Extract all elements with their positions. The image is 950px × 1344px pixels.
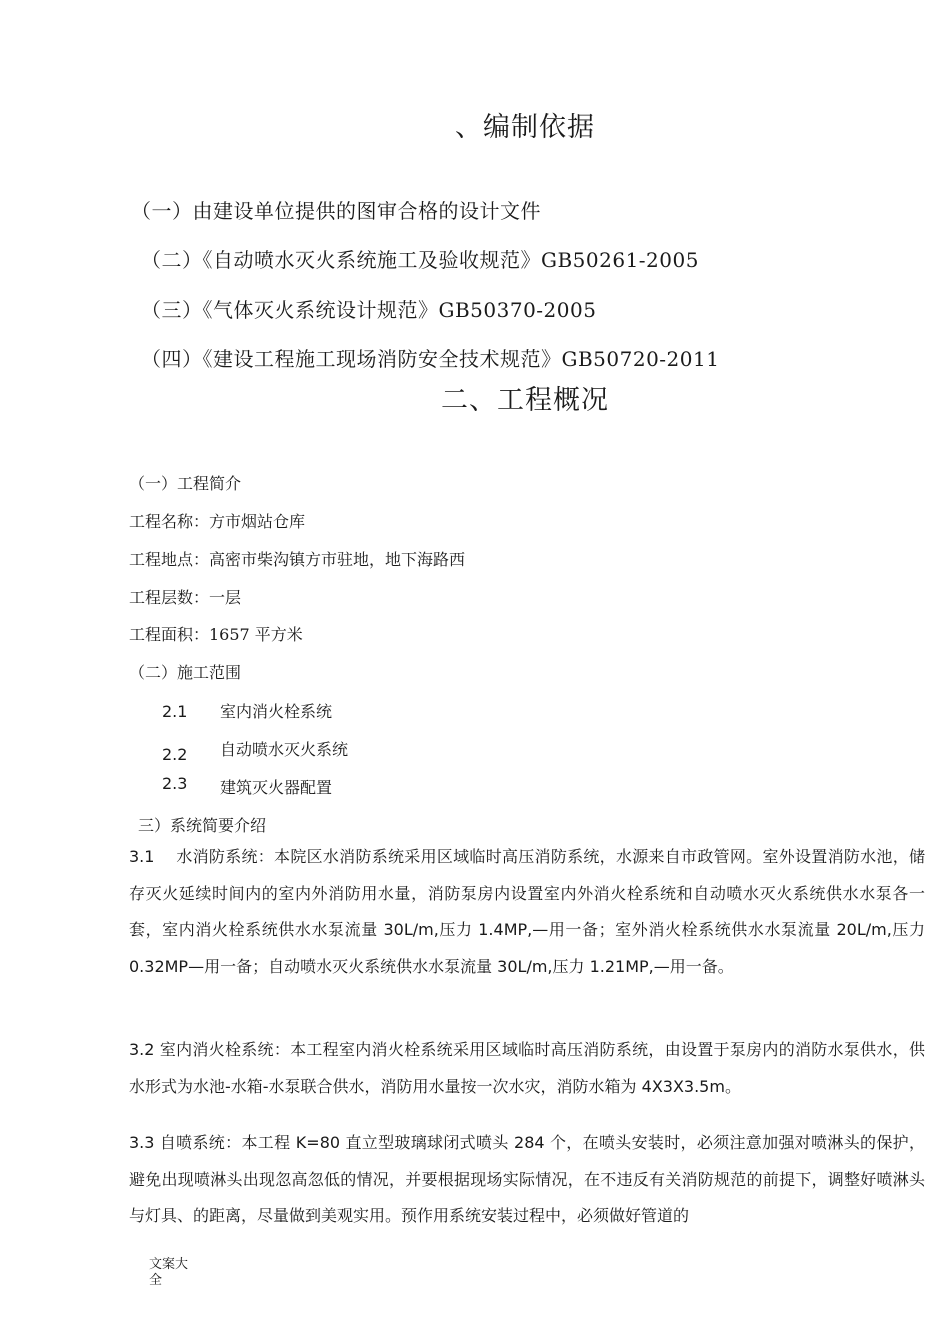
project-name: 工程名称：方市烟站仓库 [129,512,306,531]
scope-item-number: 2.2 [162,745,188,764]
scope-item-number: 2.1 [162,702,188,721]
section-1-title: （一）工程简介 [129,474,242,493]
scope-item-number: 2.3 [162,774,188,793]
reference-2: （二）《自动喷水灭火系统施工及验收规范》GB50261-2005 [141,248,699,272]
paragraph-3-1: 3.1 水消防系统：本院区水消防系统采用区域临时高压消防系统，水源来自市政管网。室外设置消防水池，储存灭火延续时间内的室内外消防用水量，消防泵房内设置室内外消火栓系统和自动喷水灭火系统供水水泵各一套，室内消火栓系统供水水泵流量 30L/m,压力 1.4MP,—用一备；室外消火栓系统供水水泵流量 20L/m,压力 0.32MP—用一备；自动喷水灭火系统供水水泵流量 30L/m,压力 1.21MP,—用一备。 [129,847,925,976]
scope-item-label: 建筑灭火器配置 [220,778,333,797]
reference-1: （一）由建设单位提供的图审合格的设计文件 [131,199,541,223]
paragraph-3-2: 3.2 室内消火栓系统：本工程室内消火栓系统采用区域临时高压消防系统，由设置于泵房内的消防水泵供水，供水形式为水池-水箱-水泵联合供水，消防用水量按一次水灾，消防水箱为 4X3X3.5m。 [129,1040,925,1096]
paragraph-3-3: 3.3 自喷系统：本工程 K=80 直立型玻璃球闭式喷头 284 个，在喷头安装时，必须注意加强对喷淋头的保护，避免出现喷淋头出现忽高忽低的情况，并要根据现场实际情况，在不违反有关消防规范的前提下，调整好喷淋头与灯具、的距离，尽量做到美观实用。预作用系统安装过程中，必须做好管道的 [129,1133,925,1225]
project-area: 工程面积：1657 平方米 [129,625,303,644]
scope-item-label: 室内消火栓系统 [220,702,333,721]
footer-text: 文案大全 [149,1257,189,1288]
reference-3: （三）《气体灭火系统设计规范》GB50370-2005 [141,298,597,322]
project-location: 工程地点：高密市柴沟镇方市驻地，地下海路西 [129,550,466,569]
section-3-title: 三）系统简要介绍 [138,816,267,835]
scope-item-label: 自动喷水灭火系统 [220,740,349,759]
section-2-title: （二）施工范围 [129,663,242,682]
reference-4: （四）《建设工程施工现场消防安全技术规范》GB50720-2011 [141,347,720,371]
heading-2: 二、工程概况 [441,385,609,416]
project-floors: 工程层数：一层 [129,588,242,607]
heading-1: 、编制依据 [455,112,595,143]
